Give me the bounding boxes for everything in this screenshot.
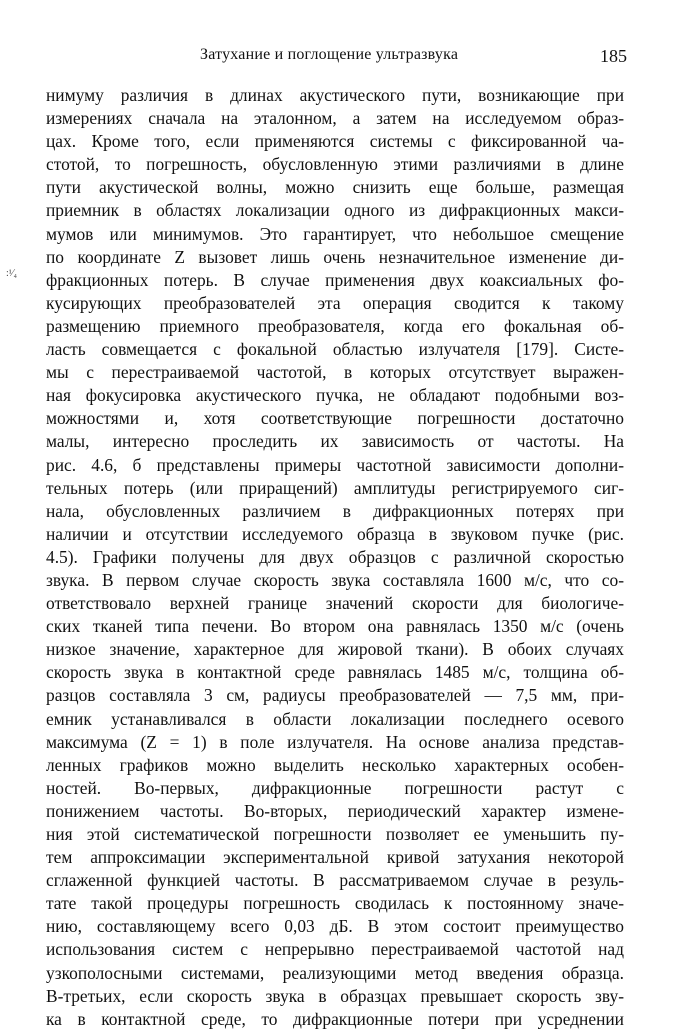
text-line: стотой, то погрешность, обусловленную этими различиями в длине — [46, 154, 624, 175]
text-line: мы с перестраиваемой частотой, в которых отсутствует выражен- — [46, 362, 624, 383]
text-line: В-третьих, если скорость звука в образцах превышает скорость зву- — [46, 985, 624, 1006]
text-line: узкополосными системами, реализующими метод введения образца. — [46, 962, 624, 983]
text-line: малы, интересно проследить их зависимость от частоты. На — [46, 431, 624, 452]
text-line: ния этой систематической погрешности позволяет ее уменьшить пу- — [46, 824, 624, 844]
text-line: ских тканей типа печени. Во втором она равнялась 1350 м/с (очень — [46, 616, 624, 637]
text-line: наличии и отсутствии исследуемого образца в звуковом пучке (рис. — [46, 523, 624, 544]
text-line: ответствовало верхней границе значений скорости для биологиче- — [46, 593, 624, 614]
text-line: понижением частоты. Во-вторых, периодический характер измене- — [46, 800, 624, 821]
text-line: тате такой процедуры погрешность сводилась к постоянному значе- — [46, 893, 624, 914]
text-line: ленных графиков можно выделить несколько характерных особен- — [46, 754, 624, 775]
text-line: измерениях сначала на эталонном, а затем на исследуемом образ- — [46, 108, 624, 129]
text-line: нимуму различия в длинах акустического пути, возникающие при — [46, 85, 624, 105]
text-line: приемник в областях локализации одного из дифракционных макси- — [46, 200, 624, 221]
text-line: размещению приемного преобразователя, когда его фокальная об- — [46, 315, 624, 336]
text-line: емник устанавливался в области локализации последнего осевого — [46, 708, 624, 729]
text-line: нала, обусловленных различием в дифракционных потерях при — [46, 500, 624, 521]
text-line: сглаженной функцией частоты. В рассматриваемом случае в резуль- — [46, 870, 624, 891]
text-line: фракционных потерь. В случае применения двух коаксиальных фо- — [46, 269, 624, 290]
body-text — [46, 84, 624, 1031]
margin-mark: :¹⁄₄ — [6, 268, 17, 279]
text-line: скорость звука в контактной среде равнялась 1485 м/с, толщина об- — [46, 662, 624, 683]
text-line: ка в контактной среде, то дифракционные потери при усреднении — [46, 1008, 624, 1029]
text-line: можностями и, хотя соответствующие погрешности достаточно — [46, 408, 624, 429]
text-line: звука. В первом случае скорость звука составляла 1600 м/с, что со- — [46, 569, 624, 590]
text-line: ностей. Во-первых, дифракционные погрешности растут с — [46, 777, 624, 798]
text-line: мумов или минимумов. Это гарантирует, что небольшое смещение — [46, 223, 624, 244]
text-line: пути акустической волны, можно снизить еще больше, размещая — [46, 177, 624, 198]
text-line: ласть совмещается с фокальной областью излучателя [179]. Систе- — [46, 339, 624, 360]
text-line: рис. 4.6, б представлены примеры частотной зависимости дополни- — [46, 454, 624, 475]
text-line: разцов составляла 3 см, радиусы преобразователей — 7,5 мм, при- — [46, 685, 624, 706]
page-number: 185 — [600, 46, 627, 66]
text-line: 4.5). Графики получены для двух образцов с различной скоростью — [46, 546, 624, 567]
text-line: тем аппроксимации экспериментальной кривой затухания некоторой — [46, 847, 624, 868]
text-line: цах. Кроме того, если применяются системы с фиксированной ча- — [46, 131, 624, 152]
text-line: нию, составляющему всего 0,03 дБ. В этом состоит преимущество — [46, 916, 624, 937]
text-line: использования систем с непрерывно перестраиваемой частотой над — [46, 939, 624, 960]
text-line: низкое значение, характерное для жировой ткани). В обоих случаях — [46, 639, 624, 660]
text-line: ная фокусировка акустического пучка, не обладают подобными воз- — [46, 385, 624, 406]
text-line: тельных потерь (или приращений) амплитуды регистрируемого сиг- — [46, 477, 624, 498]
text-line: по координате Z вызовет лишь очень незначительное изменение ди- — [46, 246, 624, 267]
running-title: Затухание и поглощение ультразвука — [200, 46, 459, 63]
text-line: кусирующих преобразователей эта операция сводится к такому — [46, 292, 624, 313]
text-line: максимума (Z = 1) в поле излучателя. На основе анализа представ- — [46, 731, 624, 752]
